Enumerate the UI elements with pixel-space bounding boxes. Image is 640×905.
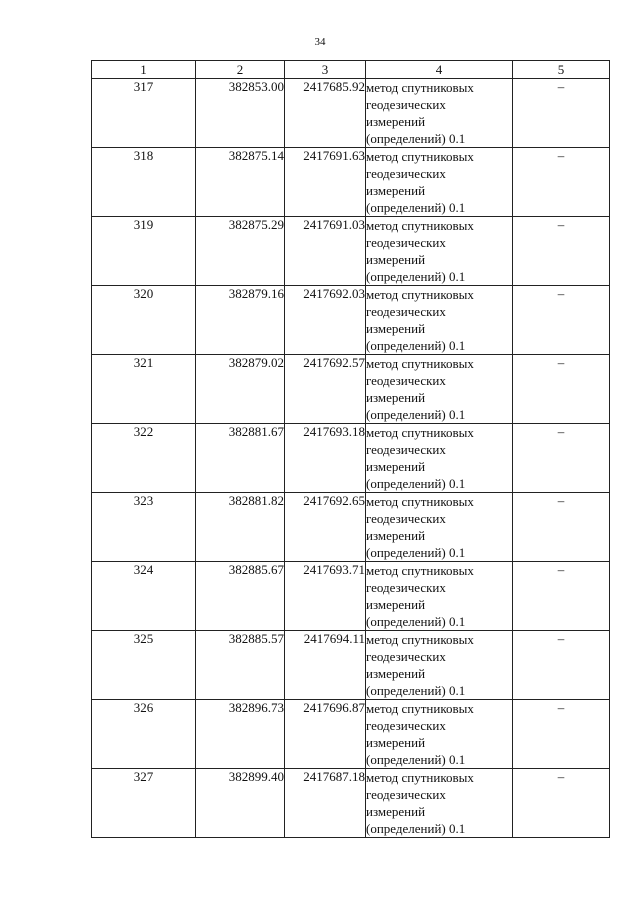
table-row [92, 79, 610, 148]
method-line: (определений) 0.1 [366, 200, 466, 215]
method-line: метод спутниковых [366, 770, 474, 785]
method-line: измерений [366, 390, 426, 405]
x-coordinate-cell: 382875.14 [196, 148, 285, 217]
method-line: измерений [366, 528, 426, 543]
method-line: метод спутниковых [366, 80, 474, 95]
point-number-cell: 324 [92, 562, 196, 631]
note-cell: – [513, 286, 610, 355]
method-cell [366, 493, 513, 562]
x-coordinate-cell: 382879.16 [196, 286, 285, 355]
method-line: (определений) 0.1 [366, 752, 466, 767]
method-line: (определений) 0.1 [366, 545, 466, 560]
method-line: измерений [366, 321, 426, 336]
method-line: геодезических [366, 304, 446, 319]
table-row [92, 493, 610, 562]
table-header-row [92, 61, 610, 79]
table-row [92, 355, 610, 424]
point-number-cell: 321 [92, 355, 196, 424]
method-cell [366, 700, 513, 769]
y-coordinate-cell: 2417691.63 [285, 148, 366, 217]
method-line: геодезических [366, 166, 446, 181]
method-line: метод спутниковых [366, 356, 474, 371]
method-line: геодезических [366, 718, 446, 733]
note-cell: – [513, 769, 610, 838]
method-line: геодезических [366, 442, 446, 457]
note-cell: – [513, 79, 610, 148]
x-coordinate-cell: 382881.67 [196, 424, 285, 493]
method-line: измерений [366, 114, 426, 129]
method-cell [366, 148, 513, 217]
point-number-cell: 323 [92, 493, 196, 562]
method-cell [366, 79, 513, 148]
point-number-cell: 318 [92, 148, 196, 217]
method-line: метод спутниковых [366, 149, 474, 164]
x-coordinate-cell: 382899.40 [196, 769, 285, 838]
method-line: метод спутниковых [366, 701, 474, 716]
point-number-cell: 325 [92, 631, 196, 700]
point-number-cell: 322 [92, 424, 196, 493]
method-line: измерений [366, 183, 426, 198]
method-line: (определений) 0.1 [366, 476, 466, 491]
method-line: (определений) 0.1 [366, 338, 466, 353]
method-cell [366, 631, 513, 700]
method-line: (определений) 0.1 [366, 269, 466, 284]
method-cell [366, 424, 513, 493]
note-cell: – [513, 217, 610, 286]
table-row [92, 424, 610, 493]
method-line: (определений) 0.1 [366, 683, 466, 698]
table-row [92, 631, 610, 700]
method-line: измерений [366, 252, 426, 267]
point-number-cell: 326 [92, 700, 196, 769]
y-coordinate-cell: 2417693.18 [285, 424, 366, 493]
method-line: метод спутниковых [366, 425, 474, 440]
y-coordinate-cell: 2417685.92 [285, 79, 366, 148]
table-row [92, 700, 610, 769]
y-coordinate-cell: 2417696.87 [285, 700, 366, 769]
x-coordinate-cell: 382881.82 [196, 493, 285, 562]
method-line: измерений [366, 804, 426, 819]
column-header-2: 2 [196, 61, 285, 79]
x-coordinate-cell: 382853.00 [196, 79, 285, 148]
y-coordinate-cell: 2417692.03 [285, 286, 366, 355]
method-line: геодезических [366, 511, 446, 526]
coordinates-table [91, 60, 610, 838]
method-line: (определений) 0.1 [366, 821, 466, 836]
note-cell: – [513, 700, 610, 769]
y-coordinate-cell: 2417692.57 [285, 355, 366, 424]
method-line: геодезических [366, 649, 446, 664]
column-header-1: 1 [92, 61, 196, 79]
note-cell: – [513, 148, 610, 217]
method-line: геодезических [366, 787, 446, 802]
method-line: измерений [366, 666, 426, 681]
table-row [92, 286, 610, 355]
method-line: метод спутниковых [366, 632, 474, 647]
method-line: метод спутниковых [366, 287, 474, 302]
table-row [92, 148, 610, 217]
method-line: (определений) 0.1 [366, 131, 466, 146]
table-row [92, 562, 610, 631]
x-coordinate-cell: 382885.57 [196, 631, 285, 700]
note-cell: – [513, 424, 610, 493]
x-coordinate-cell: 382885.67 [196, 562, 285, 631]
method-line: метод спутниковых [366, 218, 474, 233]
column-header-4: 4 [366, 61, 513, 79]
table-row [92, 217, 610, 286]
y-coordinate-cell: 2417694.11 [285, 631, 366, 700]
method-cell [366, 562, 513, 631]
y-coordinate-cell: 2417691.03 [285, 217, 366, 286]
method-cell [366, 217, 513, 286]
method-cell [366, 769, 513, 838]
note-cell: – [513, 631, 610, 700]
method-cell [366, 355, 513, 424]
table-row [92, 769, 610, 838]
method-line: измерений [366, 597, 426, 612]
method-line: измерений [366, 735, 426, 750]
point-number-cell: 317 [92, 79, 196, 148]
point-number-cell: 327 [92, 769, 196, 838]
method-line: метод спутниковых [366, 563, 474, 578]
column-header-3: 3 [285, 61, 366, 79]
x-coordinate-cell: 382879.02 [196, 355, 285, 424]
page-number: 34 [314, 36, 326, 48]
method-line: (определений) 0.1 [366, 407, 466, 422]
method-cell [366, 286, 513, 355]
x-coordinate-cell: 382896.73 [196, 700, 285, 769]
point-number-cell: 319 [92, 217, 196, 286]
point-number-cell: 320 [92, 286, 196, 355]
y-coordinate-cell: 2417692.65 [285, 493, 366, 562]
note-cell: – [513, 562, 610, 631]
method-line: (определений) 0.1 [366, 614, 466, 629]
column-header-5: 5 [513, 61, 610, 79]
method-line: геодезических [366, 373, 446, 388]
method-line: геодезических [366, 580, 446, 595]
y-coordinate-cell: 2417687.18 [285, 769, 366, 838]
method-line: геодезических [366, 97, 446, 112]
method-line: измерений [366, 459, 426, 474]
x-coordinate-cell: 382875.29 [196, 217, 285, 286]
method-line: геодезических [366, 235, 446, 250]
y-coordinate-cell: 2417693.71 [285, 562, 366, 631]
note-cell: – [513, 355, 610, 424]
note-cell: – [513, 493, 610, 562]
method-line: метод спутниковых [366, 494, 474, 509]
